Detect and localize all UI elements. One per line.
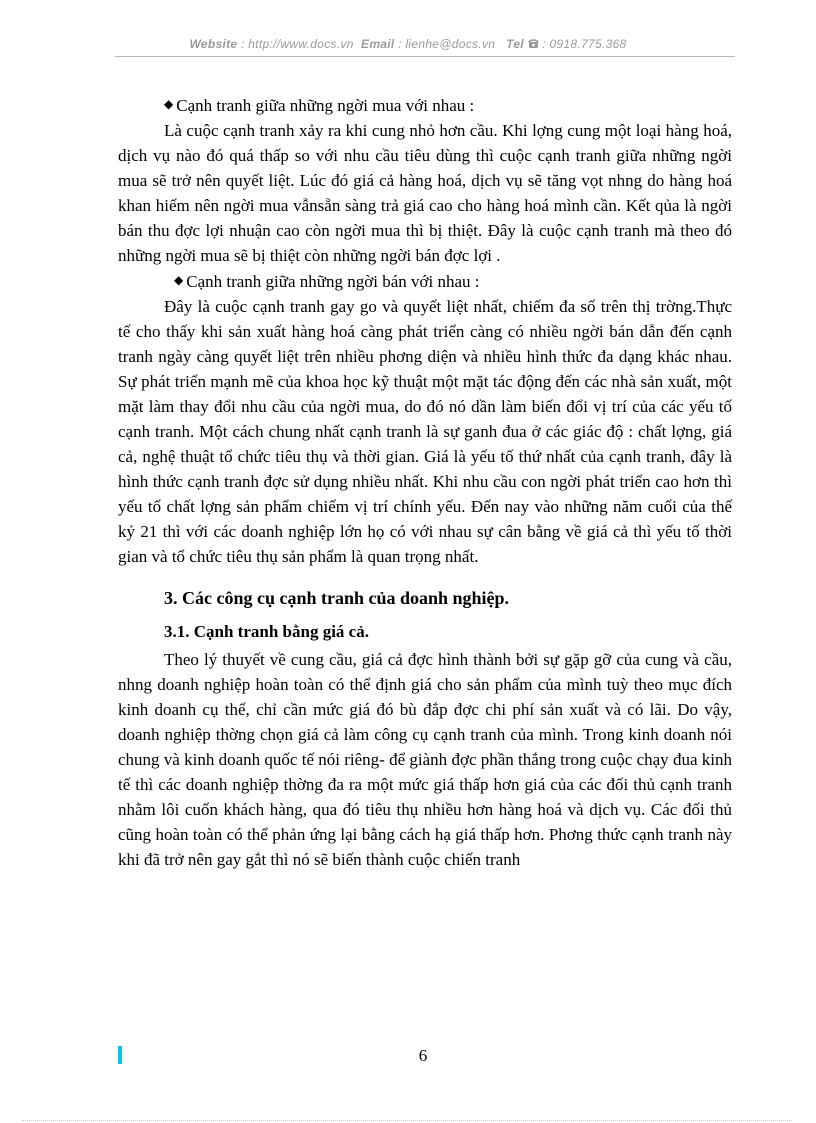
diamond-bullet-icon: ◆ xyxy=(174,273,184,287)
page-number: 6 xyxy=(418,1046,428,1065)
paragraph: Là cuộc cạnh tranh xảy ra khi cung nhỏ hơn cầu. Khi lợng cung một loại hàng hoá, dịch vụ nào đó quá thấp so với nhu cầu tiêu dùng thì cuộc cạnh tranh giữa những ngời mua sẽ trở nên quyết liệt. Lúc đó giá cả hàng hoá, dịch vụ sẽ tăng vọt nhng do hàng hoá khan hiếm nên ngời mua vẫnsẵn sàng trả giá cao cho hàng hoá mình cần. Kết qủa là ngời bán thu đợc lợi nhuận cao còn ngời mua thì bị thiệt. Đây là cuộc cạnh tranh mà theo đó những ngời mua sẽ bị thiệt còn những ngời bán đợc lợi . xyxy=(118,121,732,265)
bullet-item-sellers xyxy=(118,268,732,294)
tel-label: Tel xyxy=(506,37,524,51)
header-divider xyxy=(115,56,735,57)
bullet-text: Cạnh tranh giữa những ngời mua với nhau : xyxy=(176,96,475,115)
section-heading: 3. Các công cụ cạnh tranh của doanh nghiệp. xyxy=(164,588,510,608)
diamond-bullet-icon: ◆ xyxy=(164,97,174,111)
paragraph: Đây là cuộc cạnh tranh gay go và quyết liệt nhất, chiếm đa số trên thị trờng.Thực tế cho thấy khi sản xuất hàng hoá càng phát triển càng có nhiều ngời bán dẫn đến cạnh tranh ngày càng quyết liệt trên nhiều phơng diện và nhiều hình thức đa dạng khác nhau. Sự phát triển mạnh mẽ của khoa học kỹ thuật một mặt tác động đến các nhà sản xuất, một mặt làm thay đổi nhu cầu của ngời mua, do đó nó dần làm biến đổi vị trí của các yếu tố cạnh tranh. Một cách chung nhất cạnh tranh là sự ganh đua ở các giác độ : chất lợng, giá cả, nghệ thuật tổ chức tiêu thụ và thời gian. Giá là yếu tố thứ nhất của cạnh tranh, đây là hình thức cạnh tranh đợc sử dụng nhiều nhất. Khi nhu cầu con ngời phát triển cao hơn thì yếu tố chất lợng sản phẩm chiếm vị trí chính yếu. Đến nay vào những năm cuối của thế kỷ 21 thì với các doanh nghiệp lớn họ có với nhau sự cân bằng về giá cả thì yếu tố thời gian và tổ chức tiêu thụ sản phẩm là quan trọng nhất. xyxy=(118,297,732,566)
paragraph: Theo lý thuyết về cung cầu, giá cả đợc hình thành bởi sự gặp gỡ của cung và cầu, nhng doanh nghiệp hoàn toàn có thể định giá cho sản phẩm của mình tuỳ theo mục đích kinh doanh cụ thể, chỉ cần mức giá đó bù đắp đợc chi phí sản xuất và có lãi. Do vậy, doanh nghiệp thờng chọn giá cả làm công cụ cạnh tranh của mình. Trong kinh doanh nói chung và kinh doanh quốc tế nói riêng- để giành đợc phần thắng trong cuộc chạy đua kinh tế thì các doanh nghiệp thờng đa ra một mức giá thấp hơn giá của các đối thủ cạnh tranh nhằm lôi cuốn khách hàng, qua đó tiêu thụ nhiều hơn hàng hoá và dịch vụ. Các đối thủ cũng hoàn toàn có thể phản ứng lại bằng cách hạ giá thấp hơn. Phơng thức cạnh tranh này khi đã trở nên gay gắt thì nó sẽ biến thành cuộc chiến tranh xyxy=(118,650,732,869)
tel-value: : 0918.775.368 xyxy=(542,37,627,51)
phone-icon xyxy=(528,37,543,51)
page-header xyxy=(0,37,816,51)
email-value: : lienhe@docs.vn xyxy=(398,37,496,51)
bullet-item-buyers xyxy=(118,92,732,118)
page-bottom-divider xyxy=(22,1120,792,1121)
website-value: : http://www.docs.vn xyxy=(241,37,354,51)
document-body xyxy=(118,92,732,872)
website-label: Website xyxy=(189,37,238,51)
bullet-text: Cạnh tranh giữa những ngời bán với nhau : xyxy=(186,272,480,291)
email-label: Email xyxy=(361,37,395,51)
subsection-heading: 3.1. Cạnh tranh bằng giá cả. xyxy=(164,622,369,641)
